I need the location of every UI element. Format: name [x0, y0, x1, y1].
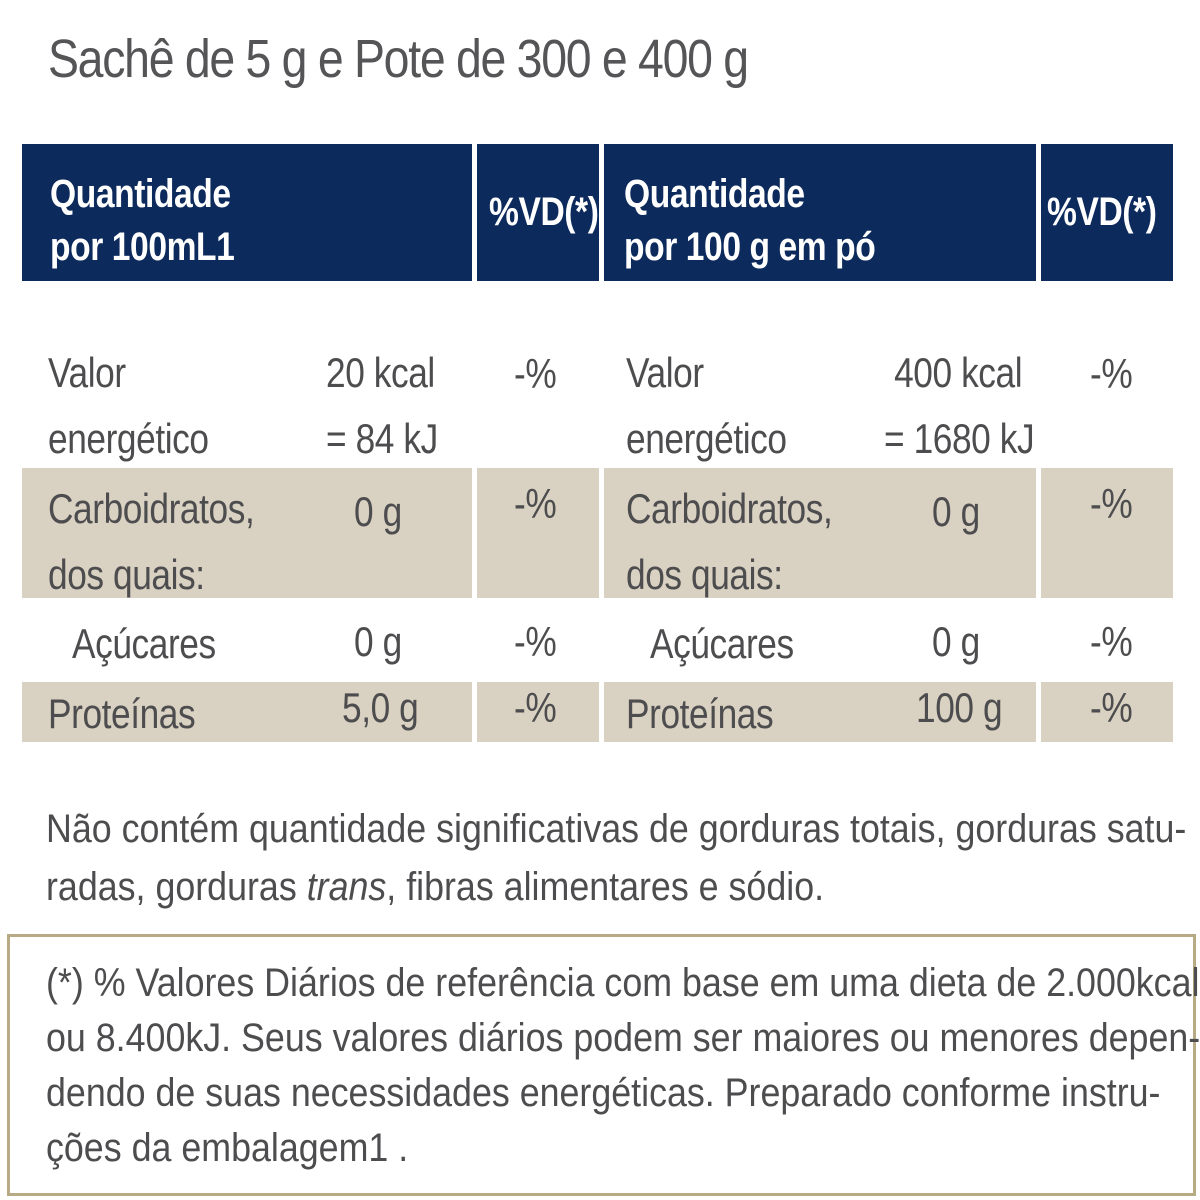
row-carbs-left-vd: -%: [514, 480, 557, 527]
note-line: [46, 858, 1084, 916]
note-line: Não contém quantidade significativas de gorduras totais, gorduras satu-: [46, 807, 1187, 851]
header-right-quantity-line1: Quantidade: [624, 172, 805, 216]
note-text: radas, gorduras: [46, 865, 307, 909]
row-protein-left-label: Proteínas: [48, 690, 196, 737]
header-left-quantity-line2: por 100mL1: [50, 225, 235, 269]
row-value-line: = 84 kJ: [326, 415, 438, 462]
footnote-line: ou 8.400kJ. Seus valores diários podem ser maiores ou menores depen-: [46, 1016, 1200, 1060]
row-protein-left-value: 5,0 g: [342, 684, 419, 731]
footnote-text: [46, 956, 1200, 1176]
header-right-quantity: [604, 144, 1036, 281]
row-label-line: energético: [48, 415, 209, 462]
note-italic-trans: trans: [306, 865, 387, 909]
row-label-line: Valor: [626, 349, 704, 396]
row-carbs-right-value: 0 g: [932, 488, 980, 535]
header-right-vd-label: %VD(*): [1047, 190, 1157, 234]
row-energy-left-vd: -%: [514, 350, 557, 397]
header-left-quantity: [22, 144, 472, 281]
row-carbs-right-vd: -%: [1090, 480, 1133, 527]
row-protein-right-value: 100 g: [916, 684, 1003, 731]
row-protein-right-label: Proteínas: [626, 690, 774, 737]
note-text: , fibras alimentares e sódio.: [386, 865, 825, 909]
row-sugars-left-label: Açúcares: [72, 620, 216, 667]
row-sugars-left-value: 0 g: [354, 618, 402, 665]
row-label-line: Valor: [48, 349, 126, 396]
row-protein-right-vd: -%: [1090, 684, 1133, 731]
row-label-line: Carboidratos,: [48, 485, 255, 532]
row-energy-right-value: [884, 340, 1034, 472]
header-left-quantity-line1: Quantidade: [50, 172, 231, 216]
header-right-vd: [1041, 144, 1173, 281]
row-label-line: energético: [626, 415, 787, 462]
row-value-line: = 1680 kJ: [884, 415, 1035, 462]
row-sugars-right-vd: -%: [1090, 618, 1133, 665]
row-carbs-right-label: [626, 476, 832, 608]
row-energy-left-label: [48, 340, 209, 472]
row-sugars-left-vd: -%: [514, 618, 557, 665]
row-label-line: dos quais:: [48, 551, 205, 598]
header-left-vd-label: %VD(*): [489, 190, 599, 234]
row-carbs-left-value: 0 g: [354, 488, 402, 535]
footnote-line: dendo de suas necessidades energéticas. Preparado conforme instru-: [46, 1071, 1161, 1115]
row-carbs-left-label: [48, 476, 254, 608]
row-value-line: 20 kcal: [326, 349, 435, 396]
footnote-line: (*) % Valores Diários de referência com base em uma dieta de 2.000kcal: [46, 961, 1200, 1005]
row-value-line: 400 kcal: [894, 349, 1023, 396]
header-right-quantity-line2: por 100 g em pó: [624, 225, 876, 269]
header-left-vd: [477, 144, 599, 281]
row-sugars-right-value: 0 g: [932, 618, 980, 665]
row-label-line: dos quais:: [626, 551, 783, 598]
row-sugars-right-label: Açúcares: [650, 620, 794, 667]
nutrition-note: [46, 800, 1187, 916]
row-protein-left-vd: -%: [514, 684, 557, 731]
page-title: Sachê de 5 g e Pote de 300 e 400 g: [48, 29, 748, 89]
row-energy-right-vd: -%: [1090, 350, 1133, 397]
row-label-line: Carboidratos,: [626, 485, 833, 532]
row-energy-left-value: [326, 340, 438, 472]
footnote-line: ções da embalagem1 .: [46, 1126, 409, 1170]
row-energy-right-label: [626, 340, 787, 472]
